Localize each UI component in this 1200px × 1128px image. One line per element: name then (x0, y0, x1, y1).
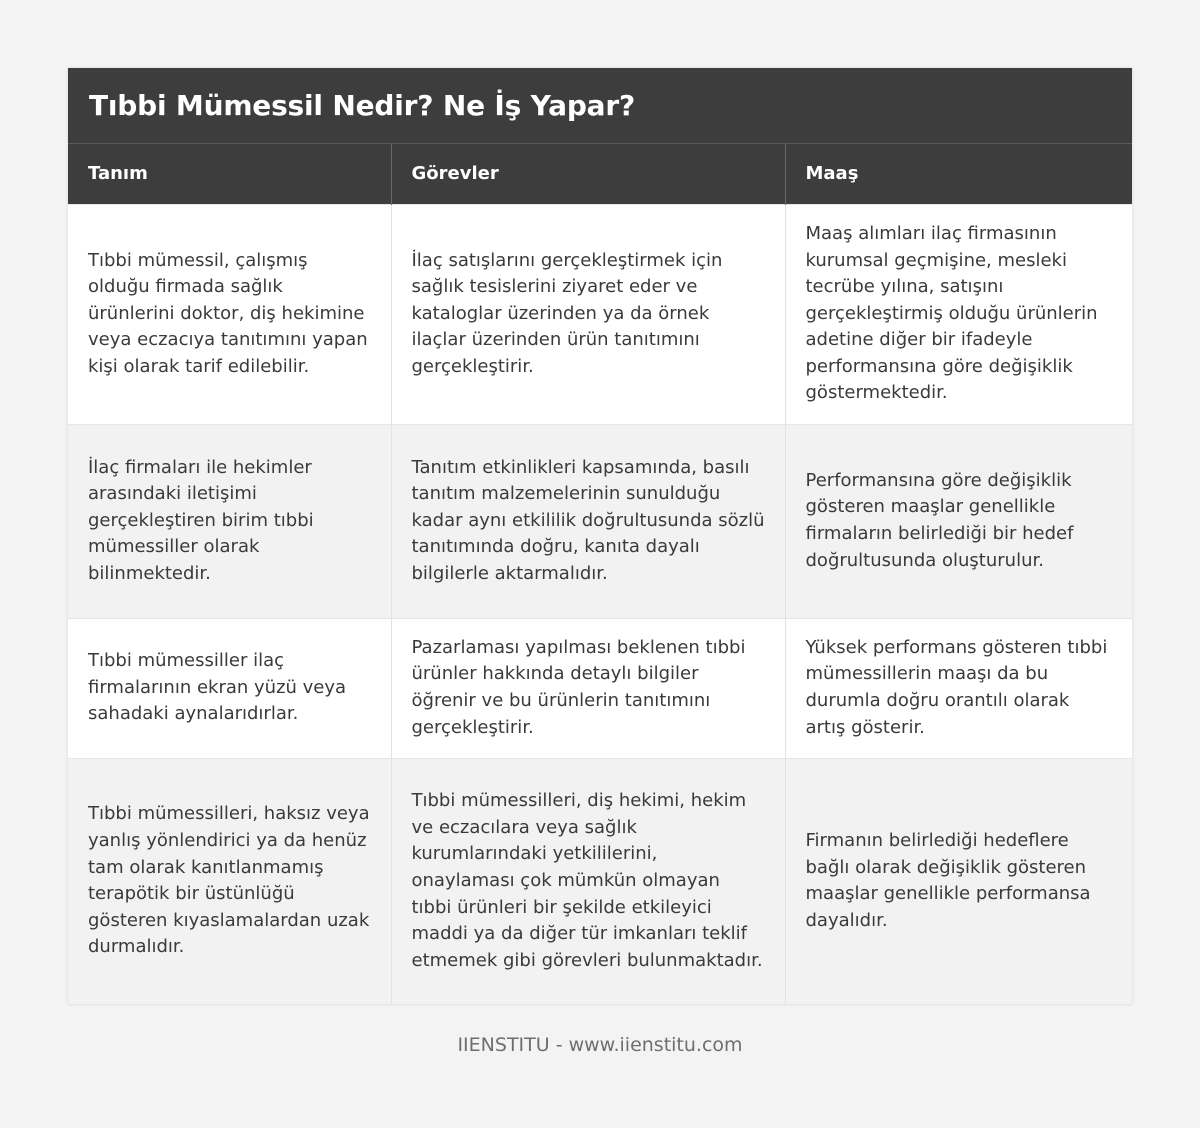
table-cell-maas: Maaş alımları ilaç firmasının kurumsal geçmişine, mesleki tecrübe yılına, satışını gerçekleştirmiş olduğu ürünlerin adetine diğer bir ifadeyle performansına göre değişiklik göstermektedir. (785, 204, 1132, 424)
footer-credit: IIENSTITU - www.iienstitu.com (457, 1034, 743, 1056)
table-cell-maas: Yüksek performans gösteren tıbbi mümessillerin maaşı da bu durumla doğru orantılı olarak artış gösterir. (785, 618, 1132, 758)
table-cell-maas: Performansına göre değişiklik gösteren maaşlar genellikle firmaların belirlediği bir hedef doğrultusunda oluşturulur. (785, 424, 1132, 618)
table-row (68, 424, 1132, 618)
table-cell-gorevler: Pazarlaması yapılması beklenen tıbbi ürünler hakkında detaylı bilgiler öğrenir ve bu ürünlerin tanıtımını gerçekleştirir. (391, 618, 785, 758)
column-header-maas: Maaş (785, 144, 1132, 204)
info-table (68, 144, 1132, 1004)
column-header-gorevler: Görevler (391, 144, 785, 204)
table-header-row (68, 144, 1132, 204)
table-row (68, 618, 1132, 758)
table-cell-tanim: İlaç firmaları ile hekimler arasındaki iletişimi gerçekleştiren birim tıbbi mümessiller olarak bilinmektedir. (68, 424, 391, 618)
table-row (68, 758, 1132, 1004)
title-bar (68, 68, 1132, 144)
info-card (68, 68, 1132, 1004)
page-title: Tıbbi Mümessil Nedir? Ne İş Yapar? (89, 89, 636, 122)
table-cell-gorevler: İlaç satışlarını gerçekleştirmek için sağlık tesislerini ziyaret eder ve kataloglar üzerinden ya da örnek ilaçlar üzerinden ürün tanıtımını gerçekleştirir. (391, 204, 785, 424)
table-cell-tanim: Tıbbi mümessil, çalışmış olduğu firmada sağlık ürünlerini doktor, diş hekimine veya eczacıya tanıtımını yapan kişi olarak tarif edilebilir. (68, 204, 391, 424)
table-cell-tanim: Tıbbi mümessiller ilaç firmalarının ekran yüzü veya sahadaki aynalarıdırlar. (68, 618, 391, 758)
table-cell-tanim: Tıbbi mümessilleri, haksız veya yanlış yönlendirici ya da henüz tam olarak kanıtlanmamış terapötik bir üstünlüğü gösteren kıyaslamalardan uzak durmalıdır. (68, 758, 391, 1004)
table-row (68, 204, 1132, 424)
table-cell-maas: Firmanın belirlediği hedeflere bağlı olarak değişiklik gösteren maaşlar genellikle performansa dayalıdır. (785, 758, 1132, 1004)
table-cell-gorevler: Tanıtım etkinlikleri kapsamında, basılı tanıtım malzemelerinin sunulduğu kadar aynı etkililik doğrultusunda sözlü tanıtımında doğru, kanıta dayalı bilgilerle aktarmalıdır. (391, 424, 785, 618)
table-cell-gorevler: Tıbbi mümessilleri, diş hekimi, hekim ve eczacılara veya sağlık kurumlarındaki yetkililerini, onaylaması çok mümkün olmayan tıbbi ürünleri bir şekilde etkileyici maddi ya da diğer tür imkanları teklif etmemek gibi görevleri bulunmaktadır. (391, 758, 785, 1004)
column-header-tanim: Tanım (68, 144, 391, 204)
